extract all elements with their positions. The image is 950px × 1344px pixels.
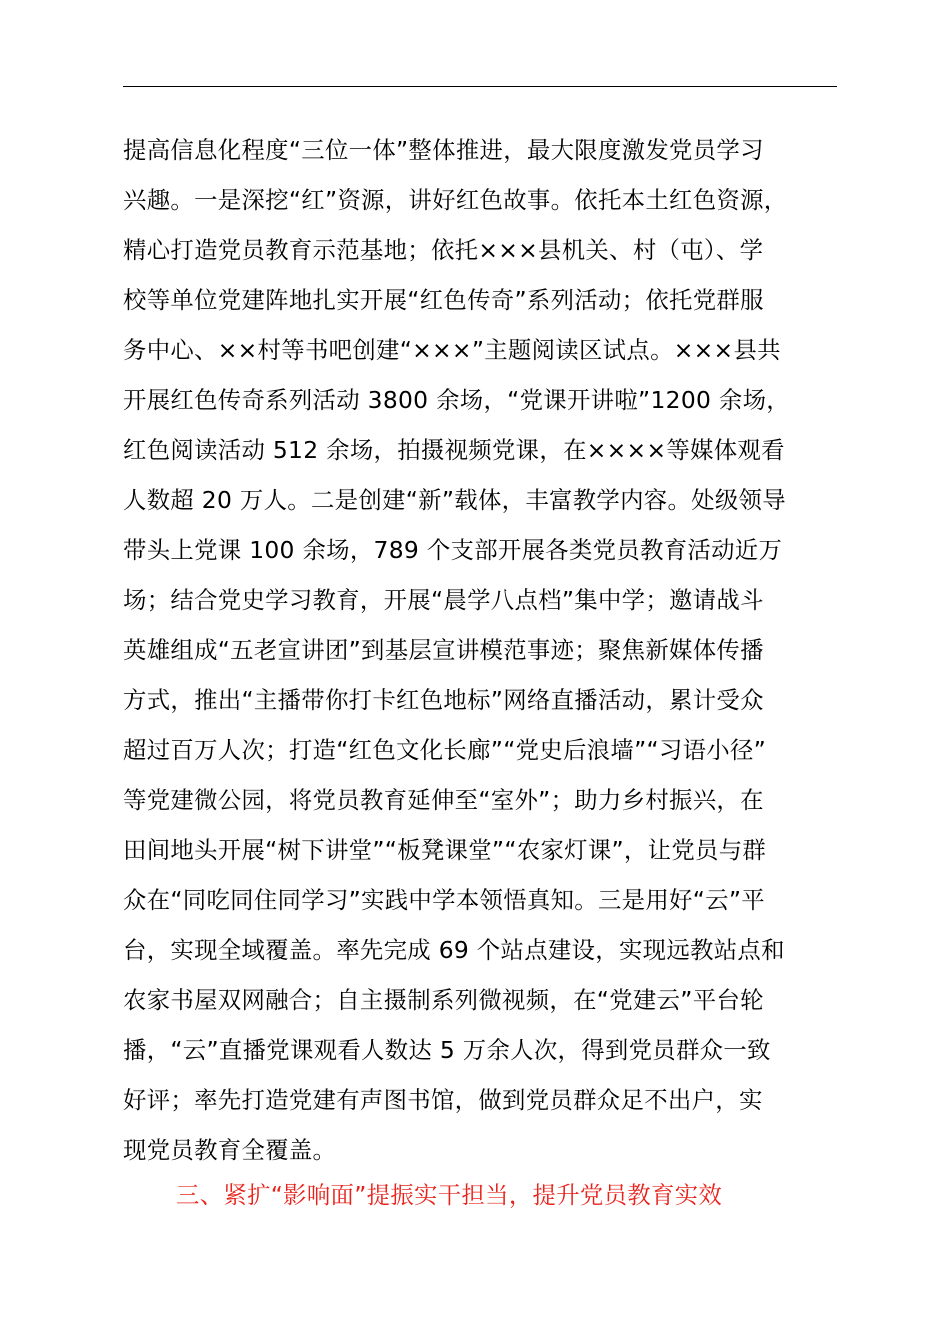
paragraph-line: 等党建微公园，将党员教育延伸至“室外”；助力乡村振兴，在 [123, 786, 764, 814]
paragraph-line: 田间地头开展“树下讲堂”“板凳课堂”“农家灯课”，让党员与群 [123, 836, 767, 864]
paragraph-line: 众在“同吃同住同学习”实践中学本领悟真知。三是用好“云”平 [123, 886, 765, 914]
paragraph-line: 方式，推出“主播带你打卡红色地标”网络直播活动，累计受众 [123, 686, 764, 714]
paragraph-line: 校等单位党建阵地扎实开展“红色传奇”系列活动；依托党群服 [123, 286, 764, 314]
paragraph-line: 务中心、××村等书吧创建“×××”主题阅读区试点。×××县共 [123, 336, 781, 364]
paragraph-line: 台，实现全域覆盖。率先完成 69 个站点建设，实现远教站点和 [123, 936, 785, 964]
paragraph-line: 开展红色传奇系列活动 3800 余场，“党课开讲啦”1200 余场， [123, 386, 790, 414]
paragraph-line: 带头上党课 100 余场，789 个支部开展各类党员教育活动近万 [123, 536, 783, 564]
paragraph-line: 超过百万人次；打造“红色文化长廊”“党史后浪墙”“习语小径” [123, 736, 767, 764]
section-heading: 三、紧扩“影响面”提振实干担当，提升党员教育实效 [176, 1181, 723, 1209]
paragraph-line: 兴趣。一是深挖“红”资源，讲好红色故事。依托本土红色资源， [123, 186, 788, 214]
paragraph-line: 播，“云”直播党课观看人数达 5 万余人次，得到党员群众一致 [123, 1036, 771, 1064]
paragraph-line: 人数超 20 万人。二是创建“新”载体，丰富教学内容。处级领导 [123, 486, 786, 514]
body-paragraph [123, 127, 883, 1177]
paragraph-line: 场；结合党史学习教育，开展“晨学八点档”集中学；邀请战斗 [123, 586, 764, 614]
paragraph-line: 现党员教育全覆盖。 [123, 1136, 337, 1164]
paragraph-line: 提高信息化程度“三位一体”整体推进，最大限度激发党员学习 [123, 136, 764, 164]
paragraph-line: 英雄组成“五老宣讲团”到基层宣讲模范事迹；聚焦新媒体传播 [123, 636, 764, 664]
paragraph-line: 农家书屋双网融合；自主摄制系列微视频，在“党建云”平台轮 [123, 986, 764, 1014]
paragraph-line: 精心打造党员教育示范基地；依托×××县机关、村（屯）、学 [123, 236, 764, 264]
header-rule [123, 86, 837, 87]
paragraph-line: 红色阅读活动 512 余场，拍摄视频党课，在××××等媒体观看 [123, 436, 785, 464]
paragraph-line: 好评；率先打造党建有声图书馆，做到党员群众足不出户，实 [123, 1086, 763, 1114]
